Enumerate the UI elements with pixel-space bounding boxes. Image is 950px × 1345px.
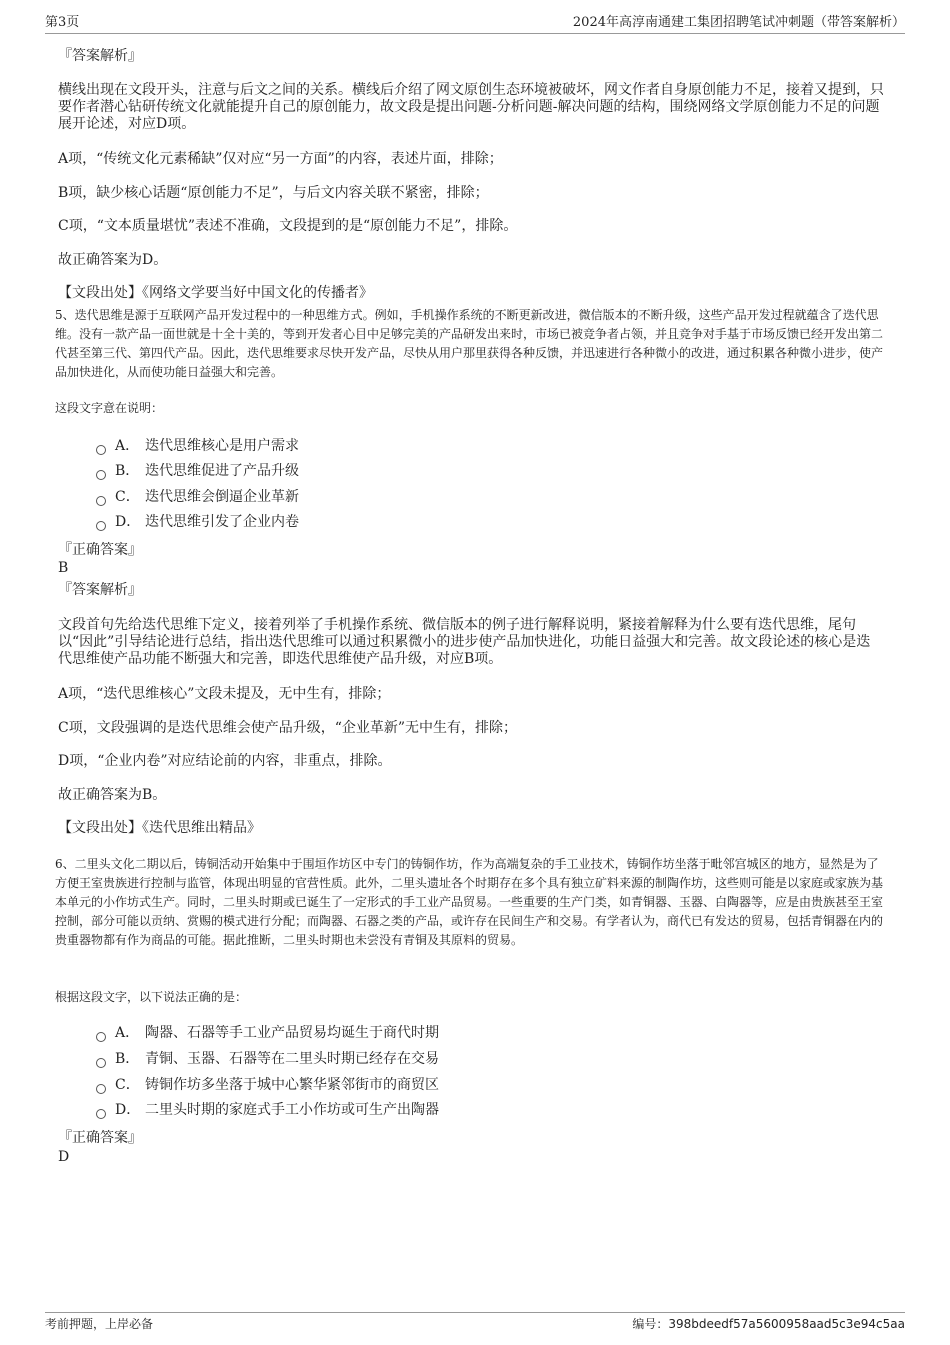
option-letter: C．: [115, 489, 140, 505]
q5-option-c[interactable]: [96, 487, 299, 507]
q5-prompt: 这段文字意在说明：: [55, 401, 164, 415]
code-label: 编号：: [632, 1317, 669, 1331]
option-letter: B．: [115, 463, 140, 479]
radio-button[interactable]: [96, 1084, 106, 1094]
option-text: 二里头时期的家庭式手工小作坊或可生产出陶器: [145, 1102, 439, 1118]
radio-button[interactable]: [96, 470, 106, 480]
q5-analysis-label: 『答案解析』: [58, 582, 142, 598]
q6-stem: 6、二里头文化二期以后，铸铜活动开始集中于围垣作坊区中专门的铸铜作坊，作为高端复杂的手工业技术，铸铜作坊坐落于毗邻宫城区的地方，显然是为了方便王室贵族进行控制与监管，体现出明显的官营性质。此外，二里头遗址各个时期存在多个具有独立矿料来源的制陶作坊，这些则可能是以家庭或家族为基本单元的小作坊式生产。同时，二里头时期或已诞生了一定形式的手工业产品贸易。一些重要的生产门类，如青铜器、玉器、白陶器等，应是由贵族甚至王室控制，部分可能以贡纳、赏赐的模式进行分配；而陶器、石器之类的产品，或许存在民间生产和交易。有学者认为，商代已有发达的贸易，包括青铜器在内的贵重器物都有作为商品的可能。据此推断，二里头时期也未尝没有青铜及其原料的贸易。: [55, 857, 884, 947]
q5-reason-d: D项，“企业内卷”对应结论前的内容，非重点，排除。: [58, 753, 392, 769]
page-header: [45, 11, 905, 34]
q4-reason-a: A项，“传统文化元素稀缺”仅对应“另一方面”的内容，表述片面，排除；: [58, 151, 503, 167]
document-title: 2024年高淳南通建工集团招聘笔试冲刺题（带答案解析）: [572, 15, 905, 30]
radio-button[interactable]: [96, 521, 106, 531]
q5-stem: 5、迭代思维是源于互联网产品开发过程中的一种思维方式。例如，手机操作系统的不断更新改进，微信版本的不断升级，这些产品开发过程就蕴含了迭代思维。没有一款产品一面世就是十全十美的，等到开发者心目中足够完美的产品研发出来时，市场已被竞争者占领，并且竞争对手基于市场反馈已经开发出第二代甚至第三代、第四代产品。因此，迭代思维要求尽快开发产品，尽快从用户那里获得各种反馈，并迅速进行各种微小的改进，通过积累各种微小进步，使产品加快进化，从而使功能日益强大和完善。: [55, 308, 884, 379]
page-footer: [45, 1312, 905, 1331]
radio-button[interactable]: [96, 496, 106, 506]
q4-analysis-label: 『答案解析』: [58, 48, 142, 64]
q6-option-b[interactable]: [96, 1049, 439, 1069]
source-title: 《网络文学要当好中国文化的传播者》: [142, 285, 373, 301]
q5-correct-value: B: [58, 560, 69, 576]
q4-source: [58, 285, 884, 302]
option-text: 迭代思维会倒逼企业革新: [145, 489, 299, 505]
document-code: [632, 1315, 905, 1332]
option-letter: A．: [115, 438, 140, 454]
option-text: 青铜、玉器、石器等在二里头时期已经存在交易: [145, 1051, 439, 1067]
q6-correct-label: 『正确答案』: [58, 1130, 142, 1146]
q5-reason-a: A项，“迭代思维核心”文段未提及，无中生有，排除；: [58, 686, 391, 702]
q5-conclusion: 故正确答案为B。: [58, 787, 167, 803]
source-label: 【文段出处】: [58, 285, 142, 301]
option-text: 迭代思维促进了产品升级: [145, 463, 299, 479]
option-text: 陶器、石器等手工业产品贸易均诞生于商代时期: [145, 1025, 439, 1041]
q6-prompt: 根据这段文字，以下说法正确的是：: [55, 990, 248, 1004]
radio-button[interactable]: [96, 445, 106, 455]
option-letter: D．: [115, 1102, 141, 1118]
q5-option-a[interactable]: [96, 436, 299, 456]
q5-source: [58, 820, 884, 837]
radio-button[interactable]: [96, 1109, 106, 1119]
q4-analysis-text: 横线出现在文段开头，注意与后文之间的关系。横线后介绍了网文原创生态环境被破坏，网文作者自身原创能力不足，接着又提到，只要作者潜心钻研传统文化就能提升自己的原创能力，故文段是提出问题-分析问题-解决问题的结构，围绕网络文学原创能力不足的问题展开论述，对应D项。: [58, 82, 884, 132]
option-letter: B．: [115, 1051, 140, 1067]
source-title: 《迭代思维出精品》: [142, 820, 261, 836]
footer-slogan: 考前押题，上岸必备: [45, 1317, 154, 1331]
q6-option-d[interactable]: [96, 1100, 439, 1120]
q4-reason-b: B项，缺少核心话题“原创能力不足”，与后文内容关联不紧密，排除；: [58, 185, 489, 201]
q6-correct-value: D: [58, 1149, 70, 1165]
q6-option-a[interactable]: [96, 1023, 439, 1043]
option-text: 迭代思维引发了企业内卷: [145, 514, 299, 530]
q5-reason-c: C项，文段强调的是迭代思维会使产品升级，“企业革新”无中生有，排除；: [58, 720, 518, 736]
q5-option-d[interactable]: [96, 512, 299, 532]
option-text: 铸铜作坊多坐落于城中心繁华紧邻街市的商贸区: [145, 1077, 439, 1093]
code-value: 398bdeedf57a5600958aad5c3e94c5aa: [668, 1317, 905, 1331]
q5-option-b[interactable]: [96, 461, 299, 481]
option-text: 迭代思维核心是用户需求: [145, 438, 299, 454]
radio-button[interactable]: [96, 1058, 106, 1068]
q4-conclusion: 故正确答案为D。: [58, 252, 168, 268]
radio-button[interactable]: [96, 1032, 106, 1042]
option-letter: D．: [115, 514, 141, 530]
q5-correct-label: 『正确答案』: [58, 542, 142, 558]
q4-reason-c: C项，“文本质量堪忧”表述不准确，文段提到的是“原创能力不足”，排除。: [58, 218, 518, 234]
option-letter: C．: [115, 1077, 140, 1093]
page-number: 第3页: [45, 15, 80, 30]
source-label: 【文段出处】: [58, 820, 142, 836]
q5-analysis-text: 文段首句先给迭代思维下定义，接着列举了手机操作系统、微信版本的例子进行解释说明，紧接着解释为什么要有迭代思维，尾句以“因此”引导结论进行总结，指出迭代思维可以通过积累微小的进步使产品加快进化，功能日益强大和完善。故文段论述的核心是迭代思维使产品功能不断强大和完善，即迭代思维使产品升级，对应B项。: [58, 617, 871, 667]
option-letter: A．: [115, 1025, 140, 1041]
q6-option-c[interactable]: [96, 1075, 439, 1095]
